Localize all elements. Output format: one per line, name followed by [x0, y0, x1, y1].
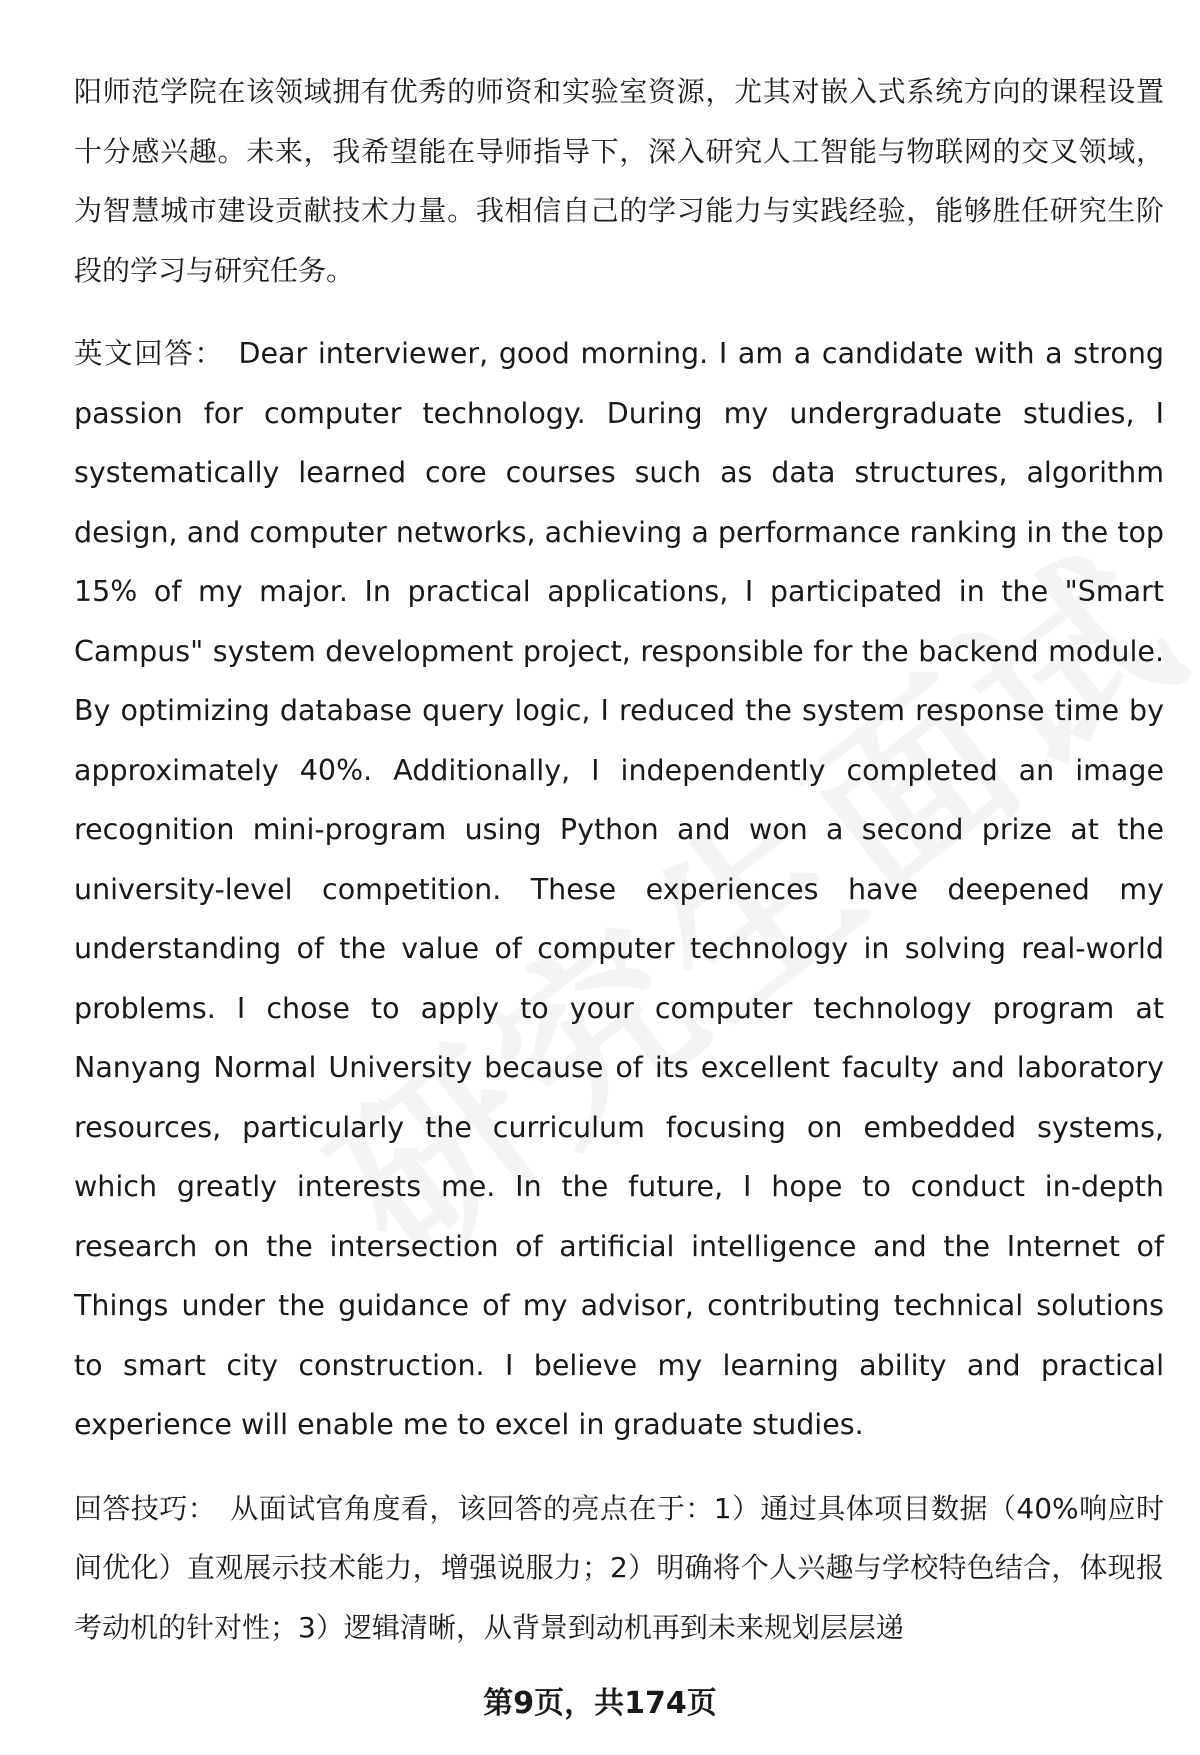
chinese-answer-continuation: 阳师范学院在该领域拥有优秀的师资和实验室资源，尤其对嵌入式系统方向的课程设置十分感兴趣。未来，我希望能在导师指导下，深入研究人工智能与物联网的交叉领域，为智慧城市建设贡献技术力量。我相信自己的学习能力与实践经验，能够胜任研究生阶段的学习与研究任务。	[74, 75, 1164, 287]
page-number-footer: 第9页，共174页	[483, 1686, 717, 1721]
english-answer-paragraph	[74, 324, 1164, 1455]
english-answer-text: Dear interviewer, good morning. I am a candidate with a strong passion for computer technology. During my undergraduate studies, I systematically learned core courses such as data structures, algorithm design, and computer networks, achieving a performance ranking in the top 15% of my major. In practical applications, I participated in the "Smart Campus" system development project, responsible for the backend module. By optimizing database query logic, I reduced the system response time by approximately 40%. Additionally, I independently completed an image recognition mini-program using Python and won a second prize at the university-level competition. These experiences have deepened my understanding of the value of computer technology in solving real-world problems. I chose to apply to your computer technology program at Nanyang Normal University because of its excellent faculty and laboratory resources, particularly the curriculum focusing on embedded systems, which greatly interests me. In the future, I hope to conduct in-depth research on the intersection of artificial intelligence and the Internet of Things under the guidance of my advisor, contributing technical solutions to smart city construction. I believe my learning ability and practical experience will enable me to excel in graduate studies.	[74, 337, 1164, 1441]
document-body	[74, 62, 1164, 1657]
answer-tips-label: 回答技巧：	[74, 1491, 217, 1525]
answer-tips-paragraph	[74, 1479, 1164, 1658]
english-answer-label: 英文回答：	[74, 337, 225, 370]
answer-tips-text: 从面试官角度看，该回答的亮点在于：1）通过具体项目数据（40%响应时间优化）直观展示技术能力，增强说服力；2）明确将个人兴趣与学校特色结合，体现报考动机的针对性；3）逻辑清晰，从背景到动机再到未来规划层层递	[74, 1491, 1164, 1644]
